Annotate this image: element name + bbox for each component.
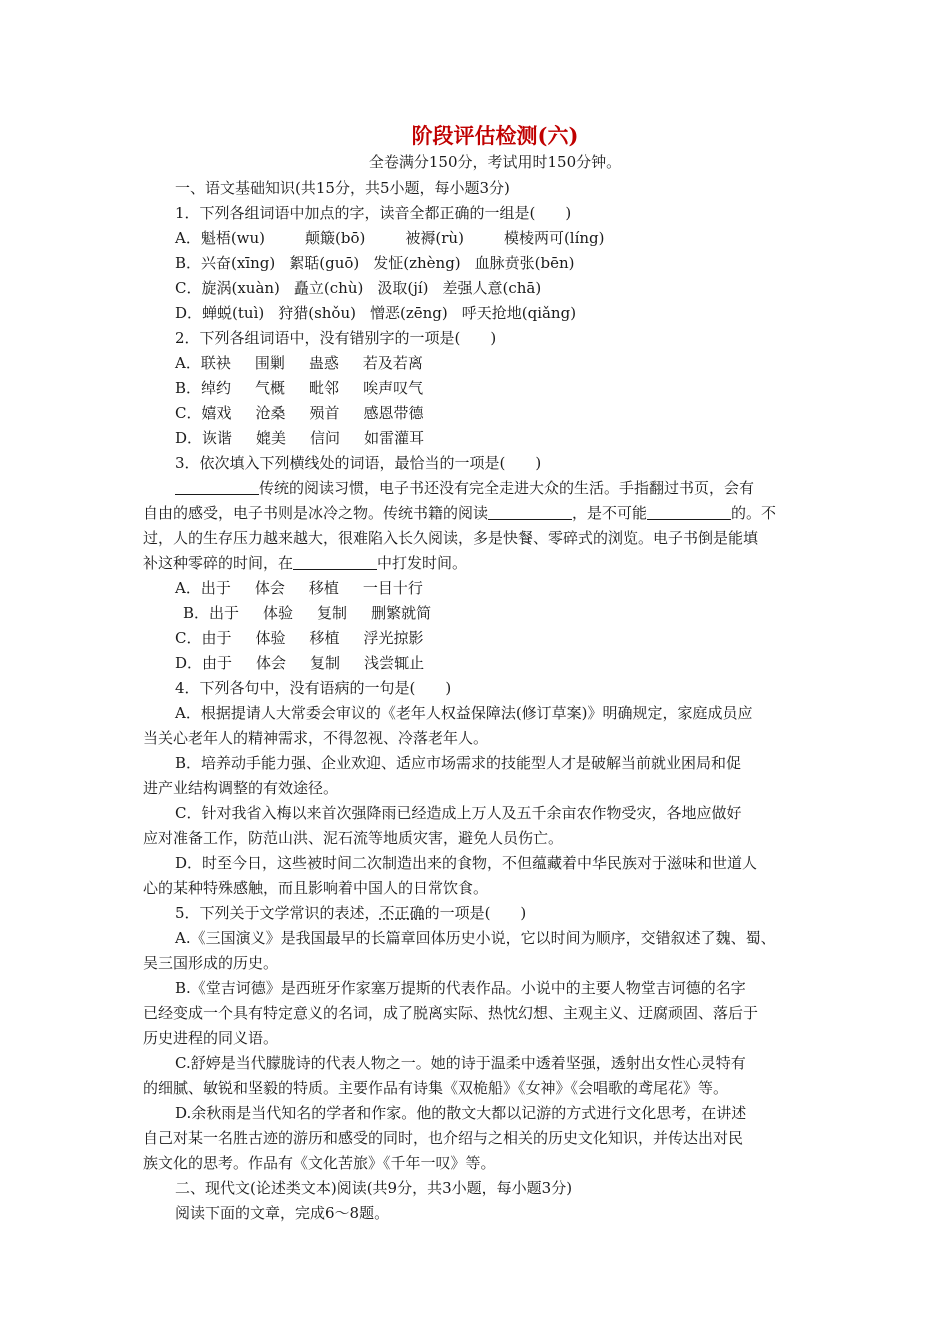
question-5-option-b-line-2: 已经变成一个具有特定意义的名词，成了脱离实际、热忱幻想、主观主义、迂腐顽固、落后于 <box>143 1004 759 1022</box>
question-2-option-a: A．联袂 围剿 蛊惑 若及若离 <box>175 354 423 372</box>
answer-blank <box>175 478 259 495</box>
question-4-option-b-line-2: 进产业结构调整的有效途径。 <box>143 779 339 797</box>
answer-blank <box>647 503 731 520</box>
question-4-stem: 4．下列各句中，没有语病的一句是( ) <box>175 679 452 697</box>
question-2-option-b: B．绰约 气概 毗邻 唉声叹气 <box>175 379 424 397</box>
question-5-option-c-line-1: C.舒婷是当代朦胧诗的代表人物之一。她的诗于温柔中透着坚强，透射出女性心灵特有 <box>175 1054 746 1072</box>
question-4-option-c-line-2: 应对准备工作，防范山洪、泥石流等地质灾害，避免人员伤亡。 <box>143 829 564 847</box>
question-5-option-d-line-3: 族文化的思考。作品有《文化苦旅》《千年一叹》等。 <box>143 1154 496 1172</box>
question-5-stem: 5．下列关于文学常识的表述，不正确的一项是( ) <box>175 904 527 922</box>
section-heading-2: 二、现代文(论述类文本)阅读(共9分，共3小题，每小题3分) <box>175 1179 573 1197</box>
question-3-option-c: C．由于 体验 移植 浮光掠影 <box>175 629 424 647</box>
question-4-option-a-line-2: 当关心老年人的精神需求，不得忽视、冷落老年人。 <box>143 729 489 747</box>
question-3-option-b: B．出于 体验 复制 删繁就简 <box>183 604 432 622</box>
question-5-option-b-line-1: B.《堂吉诃德》是西班牙作家塞万提斯的代表作品。小说中的主要人物堂吉诃德的名字 <box>175 979 746 997</box>
question-4-option-c-line-1: C．针对我省入梅以来首次强降雨已经造成上万人及五千余亩农作物受灾，各地应做好 <box>175 804 742 822</box>
answer-blank <box>293 553 377 570</box>
exam-info: 全卷满分150分，考试用时150分钟。 <box>368 153 622 171</box>
question-3-stem: 3．依次填入下列横线处的词语，最恰当的一项是( ) <box>175 454 542 472</box>
question-1-option-b: B．兴奋(xīng) 絮聒(guō) 发怔(zhèng) 血脉贲张(bēn) <box>175 254 575 272</box>
question-4-option-a-line-1: A．根据提请人大常委会审议的《老年人权益保障法(修订草案)》明确规定，家庭成员应 <box>175 704 753 722</box>
question-5-option-b-line-3: 历史进程的同义语。 <box>143 1029 279 1047</box>
question-3-passage-line-2: 自由的感受，电子书则是冰冷之物。传统书籍的阅读 ，是不可能 的。不 <box>143 504 777 522</box>
question-1-stem: 1．下列各组词语中加点的字，读音全都正确的一组是( ) <box>175 204 572 222</box>
question-4-option-b-line-1: B．培养动手能力强、企业欢迎、适应市场需求的技能型人才是破解当前就业困局和促 <box>175 754 742 772</box>
question-2-option-c: C．嬉戏 沧桑 殒首 感恩带德 <box>175 404 424 422</box>
question-4-option-d-line-2: 心的某种特殊感触，而且影响着中国人的日常饮食。 <box>143 879 489 897</box>
question-2-stem: 2．下列各组词语中，没有错别字的一项是( ) <box>175 329 497 347</box>
section-heading-1: 一、语文基础知识(共15分，共5小题，每小题3分) <box>175 179 510 197</box>
question-1-option-a: A．魁梧(wu) 颠簸(bō) 被褥(rù) 模棱两可(líng) <box>175 229 605 247</box>
question-2-option-d: D．诙谐 媲美 信问 如雷灌耳 <box>175 429 425 447</box>
question-1-option-d: D．蝉蜕(tuì) 狩猎(shǒu) 憎恶(zēng) 呼天抢地(qiǎng) <box>175 304 577 322</box>
question-3-option-d: D．由于 体会 复制 浅尝辄止 <box>175 654 425 672</box>
question-3-passage-line-1: 传统的阅读习惯，电子书还没有完全走进大众的生活。手指翻过书页，会有 <box>175 476 950 501</box>
question-5-option-d-line-1: D.余秋雨是当代知名的学者和作家。他的散文大都以记游的方式进行文化思考，在讲述 <box>175 1104 747 1122</box>
question-5-option-c-line-2: 的细腻、敏锐和坚毅的特质。主要作品有诗集《双桅船》《女神》《会唱歌的鸢尾花》等。 <box>143 1079 729 1097</box>
question-3-passage-line-3: 过，人的生存压力越来越大，很难陷入长久阅读，多是快餐、零碎式的浏览。电子书倒是能填 <box>143 529 759 547</box>
question-3-option-a: A．出于 体会 移植 一目十行 <box>175 579 423 597</box>
question-5-option-d-line-2: 自己对某一名胜古迹的游历和感受的同时，也介绍与之相关的历史文化知识，并传达出对民 <box>143 1129 744 1147</box>
page-title: 阶段评估检测(六) <box>411 123 579 148</box>
question-5-option-a-line-1: A.《三国演义》是我国最早的长篇章回体历史小说，它以时间为顺序，交错叙述了魏、蜀、 <box>175 929 776 947</box>
answer-blank <box>488 503 572 520</box>
emphasis-text: 不正确 <box>379 904 425 922</box>
question-1-option-c: C．旋涡(xuàn) 矗立(chù) 汲取(jí) 差强人意(chā) <box>175 279 542 297</box>
question-5-option-a-line-2: 吴三国形成的历史。 <box>143 954 279 972</box>
section-2-instructions: 阅读下面的文章，完成6～8题。 <box>175 1204 390 1222</box>
question-3-passage-line-4: 补这种零碎的时间，在 中打发时间。 <box>143 554 468 572</box>
question-4-option-d-line-1: D．时至今日，这些被时间二次制造出来的食物，不但蕴藏着中华民族对于滋味和世道人 <box>175 854 758 872</box>
